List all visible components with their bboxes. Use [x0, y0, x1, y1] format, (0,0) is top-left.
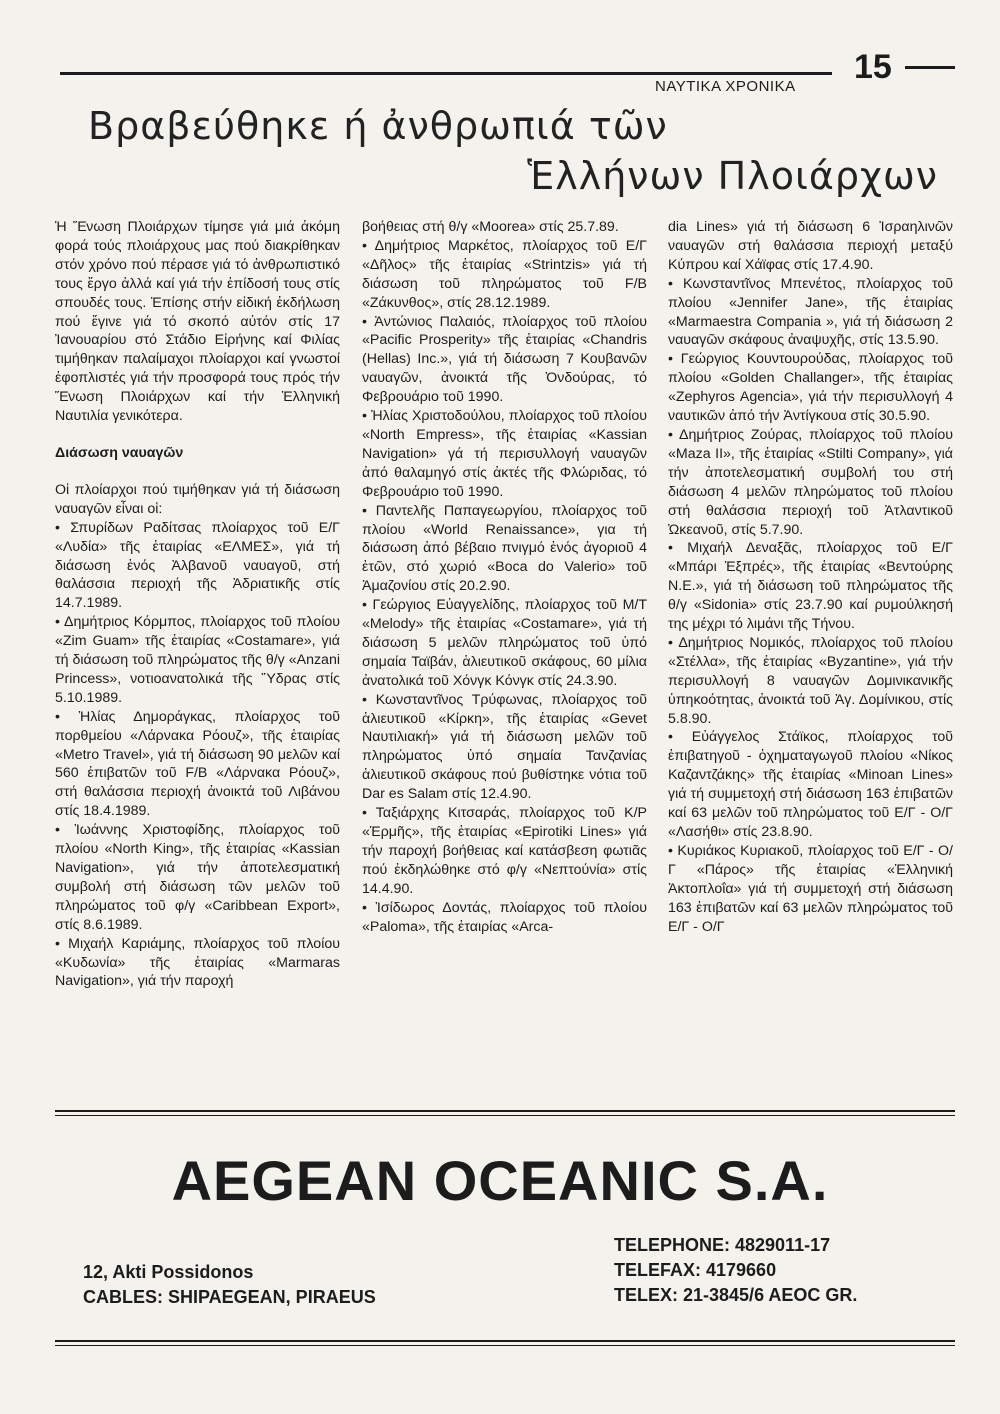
continued-paragraph: βοήθειας στή θ/γ «Moorea» στίς 25.7.89. [362, 219, 619, 235]
ad-top-rule [55, 1110, 955, 1112]
ad-bottom-rule-thin [55, 1345, 955, 1346]
subheading: Διάσωση ναυαγῶν [55, 444, 184, 461]
list-item: • Κωνσταντῖνος Μπενέτος, πλοίαρχος τοῦ πλοίου «Jennifer Jane», τῆς ἑταιρίας «Marmaestra Compania », γιά τή διάσωση 2 ναυαγῶν σκάφους ἀναψυχῆς, στίς 13.5.90. [668, 275, 953, 351]
column-1 [55, 218, 340, 991]
list-item: • Δημήτριος Μαρκέτος, πλοίαρχος τοῦ Ε/Γ «Δῆλος» τῆς ἑταιρίας «Strintzis» γιά τή διάσωση τοῦ πληρώματος τοῦ F/B «Ζάκυνθος», στίς 28.12.1989. [362, 237, 647, 313]
list-item: • Γεώργιος Εὐαγγελίδης, πλοίαρχος τοῦ Μ/Τ «Melody» τῆς ἑταιρίας «Costamare», γιά τή διάσωση 5 μελῶν πληρώματος τοῦ ὑπό σημαία Ταϊβάν, ἁλιευτικοῦ σκάφους, 60 μίλια ἀνατολικά τοῦ Χόνγκ Κόνγκ στίς 24.3.90. [362, 596, 647, 691]
list-item: • Ἰωάννης Χριστοφίδης, πλοίαρχος τοῦ πλοίου «North King», τῆς ἑταιρίας «Kassian Navigation», γιά τήν ἀποτελεσματική συμβολή στή διάσωση τῶν μελῶν τοῦ πληρώματος τοῦ φ/γ «Caribbean Export», στίς 8.6.1989. [55, 821, 340, 934]
advertiser-telefax: TELEFAX: 4179660 [614, 1260, 777, 1280]
list-item: • Γεώργιος Κουντουρούδας, πλοίαρχος τοῦ πλοίου «Golden Challanger», τῆς ἑταιρίας «Zephyros Agencia», γιά τήν περισυλλογή 4 ναυτικῶν ἀπό τήν Ἀντίγκουα στίς 30.5.90. [668, 350, 953, 426]
column-2 [362, 218, 647, 936]
headline-line-2: Ἑλλήνων Πλοιάρχων [527, 154, 938, 198]
list-item: • Ταξιάρχης Κιτσαράς, πλοίαρχος τοῦ Κ/Ρ «Ἑρμῆς», τῆς ἑταιρίας «Epirotiki Lines» γιά τήν παροχή βοήθειας καί κατάσβεση φωτιᾶς πού ἐκδηλώθηκε στό φ/γ «Νεπτούνία» στίς 14.4.90. [362, 804, 647, 899]
list-item: • Εὐάγγελος Στάϊκος, πλοίαρχος τοῦ ἐπιβατηγοῦ - ὀχηματαγωγοῦ πλοίου «Νίκος Καζαντζάκης» τῆς ἑταιρίας «Minoan Lines» γιά τή συμμετοχή στή διάσωση 163 ἐπιβατῶν καί 63 μελῶν τοῦ πληρώματος τοῦ Ε/Γ - Ο/Γ «Λασήθι» στίς 23.8.90. [668, 728, 953, 841]
list-item: • Δημήτριος Ζούρας, πλοίαρχος τοῦ πλοίου «Maza II», τῆς ἑταιρίας «Stilti Company», γιά τήν ἀποτελεσματική συμβολή του στή διάσωση 4 μελῶν πληρώματος τοῦ πλοίου στή θαλάσσια περιοχή τοῦ Ἀτλαντικοῦ Ὠκεανοῦ, στίς 5.7.90. [668, 426, 953, 539]
advertiser-telephone: TELEPHONE: 4829011-17 [614, 1235, 831, 1255]
ad-top-rule-thin [55, 1115, 955, 1116]
list-item: • Σπυρίδων Ραδίτσας πλοίαρχος τοῦ Ε/Γ «Λυδία» τῆς ἑταιρίας «ΕΛΜΕΣ», γιά τή διάσωση ἑνός Ἀλβανοῦ ναυαγοῦ, στή θαλάσσια περιοχή τῆς Ἀδριατικῆς στίς 14.7.1989. [55, 519, 340, 614]
list-item: • Κυριάκος Κυριακοῦ, πλοίαρχος τοῦ Ε/Γ - Ο/Γ «Πάρος» τῆς ἑταιρίας «Ἑλληνική Ἀκτοπλοΐα» γιά τή συμμετοχή στή διάσωση 163 ἐπιβατῶν καί 63 μελῶν πληρώματος τοῦ Ε/Γ - Ο/Γ [668, 842, 953, 937]
article-headline [88, 98, 948, 210]
magazine-name: ΝΑΥΤΙΚΑ ΧΡΟΝΙΚΑ [655, 78, 796, 95]
advertiser-address: 12, Akti Possidonos [83, 1262, 254, 1282]
column-3 [668, 218, 953, 936]
advertiser-name: AEGEAN OCEANIC S.A. [171, 1149, 829, 1212]
list-item: • Ἠλίας Δημοράγκας, πλοίαρχος τοῦ πορθμείου «Λάρνακα Ρόουζ», τῆς ἑταιρίας «Metro Travel», γιά τή διάσωση 90 μελῶν καί 560 ἐπιβατῶν τοῦ F/B «Λάρνακα Ρόουζ», στή θαλάσσια περιοχή ἀνοικτά τοῦ Λιβάνου στίς 18.4.1989. [55, 708, 340, 821]
list-item: • Μιχαήλ Καριάμης, πλοίαρχος τοῦ πλοίου «Κυδωνία» τῆς ἑταιρίας «Marmaras Navigation», γιά τήν παροχή [55, 935, 340, 992]
list-item: • Δημήτριος Νομικός, πλοίαρχος τοῦ πλοίου «Στέλλα», τῆς ἑταιρίας «Byzantine», γιά τήν περισυλλογή 8 ναυαγῶν Δομινικανικῆς ὑπηκοότητας, ἀνοικτά τοῦ Ἁγ. Δομίνικου, στίς 5.8.90. [668, 634, 953, 729]
list-item: • Κωνσταντῖνος Τρύφωνας, πλοίαρχος τοῦ ἁλιευτικοῦ «Κίρκη», τῆς ἑταιρίας «Gevet Ναυτιλιακή» γιά τή διάσωση μελῶν τοῦ πληρώματος ὑπό σημαία Τανζανίας ἁλιευτικοῦ σκάφους πού βυθίστηκε νότια τοῦ Dar es Salam στίς 12.4.90. [362, 691, 647, 804]
header-rule [60, 72, 832, 75]
advertiser-cables: CABLES: SHIPAEGEAN, PIRAEUS [83, 1287, 376, 1307]
headline-line-1: Βραβεύθηκε ή ἀνθρωπιά τῶν [88, 104, 668, 148]
advertiser-contact-block [614, 1233, 857, 1308]
list-item: • Ἰσίδωρος Δοντάς, πλοίαρχος τοῦ πλοίου «Paloma», τῆς ἑταιρίας «Arca- [362, 899, 647, 937]
page-number: 15 [854, 48, 892, 86]
advertiser-telex: TELEX: 21-3845/6 AEOC GR. [614, 1285, 858, 1305]
list-item: • Δημήτριος Κόρμπος, πλοίαρχος τοῦ πλοίου «Zim Guam» τῆς ἑταιρίας «Costamare», γιά τή διάσωση τοῦ πληρώματος τῆς θ/γ «Anzani Princess», νοτιοανατολικά τῆς Ὕδρας στίς 5.10.1989. [55, 613, 340, 708]
list-item: • Ἠλίας Χριστοδούλου, πλοίαρχος τοῦ πλοίου «North Empress», τῆς ἑταιρίας «Kassian Navigation» γά τή περισυλλογή ναυαγῶν ἀπό θαλαμηγό στίς ἀκτές τῆς Φλώριδας, τό Φεβρουάριο τοῦ 1990. [362, 407, 647, 502]
list-item: • Ἀντώνιος Παλαιός, πλοίαρχος τοῦ πλοίου «Pacific Prosperity» τῆς ἑταιρίας «Chandris (Hellas) Inc.», γιά τή διάσωση 7 Κουβανῶν ναυαγῶν, ἀνοικτά τῆς Ὀνδούρας, τό Φεβρουάριο τοῦ 1990. [362, 313, 647, 408]
advertiser-address-block [83, 1260, 376, 1310]
list-item: • Μιχαήλ Δεναξᾶς, πλοίαρχος τοῦ Ε/Γ «Μπάρι Ἐξπρές», τῆς ἑταιρίας «Βεντούρης Ν.Ε.», γιά τή διάσωση τοῦ πληρώματος τῆς θ/γ «Sidonia» στίς 23.7.90 καί ρυμούλκησή της μέχρι τό λιμάνι τῆς Τήνου. [668, 539, 953, 634]
ad-bottom-rule [55, 1340, 955, 1342]
intro-paragraph: Ἡ Ἕνωση Πλοιάρχων τίμησε γιά μιά ἀκόμη φορά τούς πλοιάρχους μας πού διακρίθηκαν στόν χρόνο πού πέρασε γιά τό ἀνθρωπιστικό τους ἔργο ἀλλά καί γιά τήν ἐπίδοσή τους στίς σπουδές τους. Ἐπίσης στήν εἰδική ἐκδήλωση πού ἔγινε γιά τό σκοπό αὐτόν στίς 17 Ἰανουαρίου στό Στάδιο Εἰρήνης καί Φιλίας τιμήθηκαν παλαίμαχοι πλοίαρχοι καί γνωστοί ἐφοπλιστές γιά τήν προσφορά τους πρός τήν Ἕνωση Πλοιάρχων καί τήν Ἑλληνική Ναυτιλία γενικότερα. [55, 219, 340, 425]
lead-paragraph: Οἱ πλοίαρχοι πού τιμήθηκαν γιά τή διάσωση ναυαγῶν εἶναι οἱ: [55, 481, 340, 517]
continued-paragraph: dia Lines» γιά τή διάσωση 6 Ἰσραηλινῶν ναυαγῶν στή θαλάσσια περιοχή μεταξύ Κύπρου καί Χάϊφας στίς 17.4.90. [668, 219, 953, 273]
list-item: • Παντελῆς Παπαγεωργίου, πλοίαρχος τοῦ πλοίου «World Renaissance», για τή διάσωση ἀπό βέβαιο πνιγμό ἑνός ἀγοριοῦ 4 ἐτῶν, στό χωριό «Boca do Valerio» τοῦ Ἀμαζονίου στίς 20.2.90. [362, 502, 647, 597]
header-rule-right [905, 66, 955, 69]
